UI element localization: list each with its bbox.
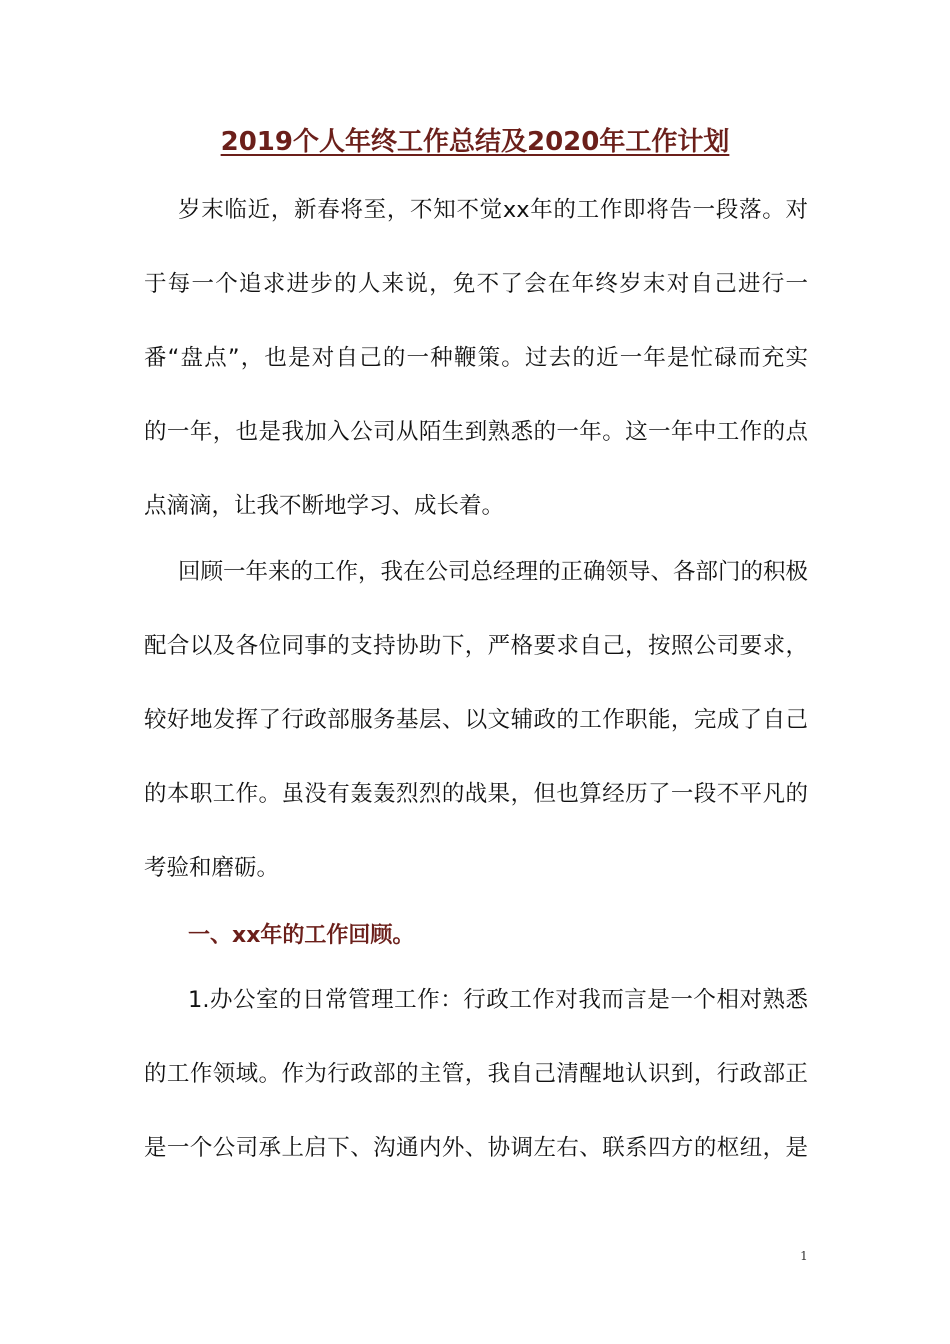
paragraph-1-line-1: 岁末临近，新春将至，不知不觉xx年的工作即将告一段落。对 (178, 197, 808, 223)
paragraph-1-line-3: 番“盘点”，也是对自己的一种鞭策。过去的近一年是忙碌而充实 (144, 345, 808, 371)
page-number: 1 (800, 1249, 808, 1263)
paragraph-1-line-5: 点滴滴，让我不断地学习、成长着。 (144, 493, 505, 519)
paragraph-3-line-2: 的工作领域。作为行政部的主管，我自己清醒地认识到，行政部正 (144, 1061, 808, 1087)
paragraph-2-line-1: 回顾一年来的工作，我在公司总经理的正确领导、各部门的积极 (178, 559, 808, 585)
paragraph-2-line-2: 配合以及各位同事的支持协助下，严格要求自己，按照公司要求， (144, 633, 808, 659)
paragraph-1-line-4: 的一年，也是我加入公司从陌生到熟悉的一年。这一年中工作的点 (144, 419, 808, 445)
paragraph-1-line-2: 于每一个追求进步的人来说，免不了会在年终岁末对自己进行一 (144, 271, 808, 297)
section-heading: 一、xx年的工作回顾。 (188, 923, 415, 948)
document-title: 2019个人年终工作总结及2020年工作计划 (220, 127, 730, 157)
paragraph-2-line-5: 考验和磨砺。 (144, 855, 280, 881)
paragraph-2-line-3: 较好地发挥了行政部服务基层、以文辅政的工作职能，完成了自己 (144, 707, 808, 733)
paragraph-2-line-4: 的本职工作。虽没有轰轰烈烈的战果，但也算经历了一段不平凡的 (144, 781, 808, 807)
paragraph-3-line-1: 1.办公室的日常管理工作：行政工作对我而言是一个相对熟悉 (188, 987, 808, 1013)
paragraph-3-line-3: 是一个公司承上启下、沟通内外、协调左右、联系四方的枢纽，是 (144, 1135, 808, 1161)
